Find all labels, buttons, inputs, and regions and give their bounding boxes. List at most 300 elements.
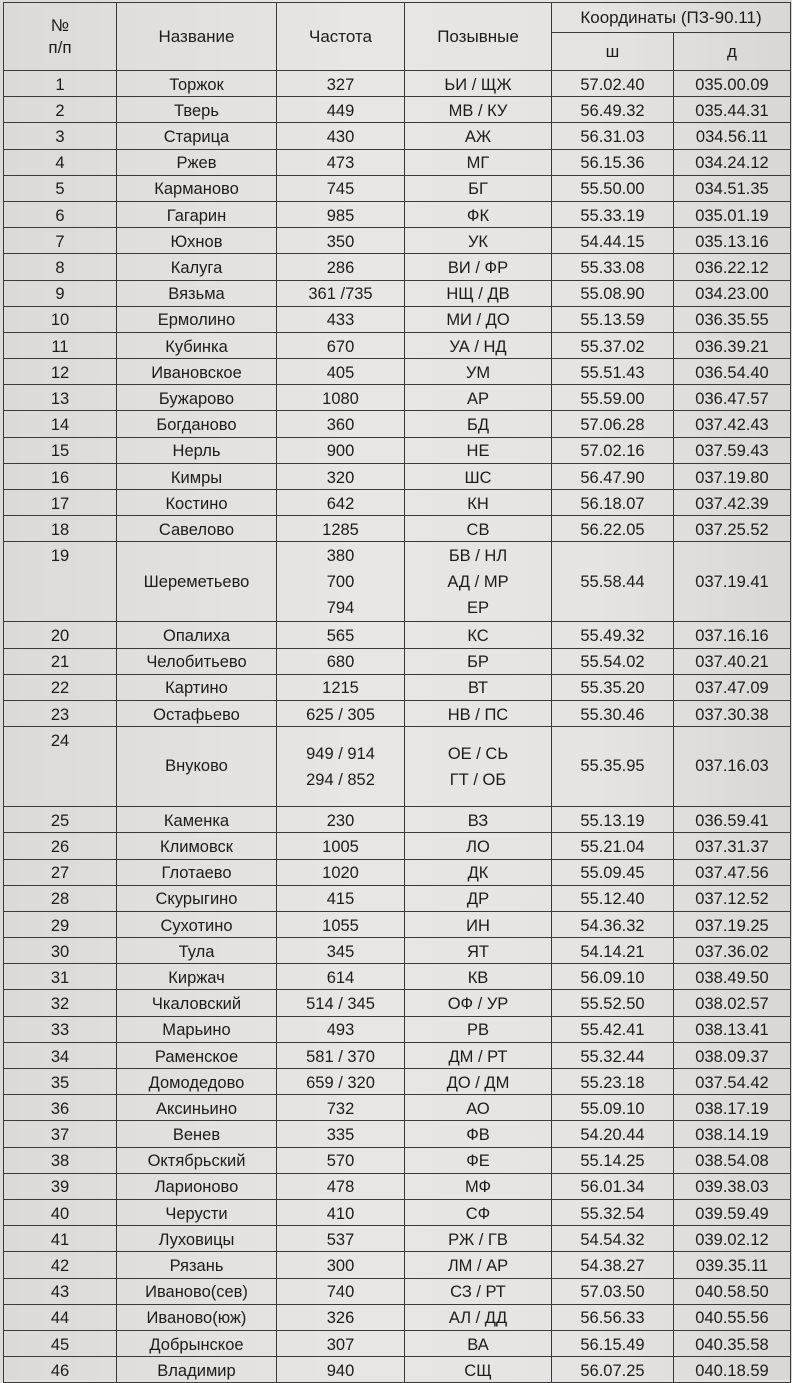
station-name: Иваново(юж) <box>117 1304 277 1330</box>
header-number: № п/п <box>4 3 117 71</box>
station-name: Калуга <box>117 254 277 280</box>
callsign: НЩ / ДВ <box>405 280 552 306</box>
station-name: Владимир <box>117 1357 277 1383</box>
latitude: 54.54.32 <box>552 1226 674 1252</box>
row-number: 39 <box>4 1173 117 1199</box>
longitude: 035.01.19 <box>674 201 791 227</box>
table-row <box>4 1042 791 1068</box>
frequency: 1285 <box>277 516 405 542</box>
frequency: 670 <box>277 332 405 358</box>
callsign: БР <box>405 648 552 674</box>
station-name: Рязань <box>117 1252 277 1278</box>
longitude: 037.40.21 <box>674 648 791 674</box>
frequency: 286 <box>277 254 405 280</box>
station-name: Кимры <box>117 463 277 489</box>
callsign: УК <box>405 228 552 254</box>
callsign: ВА <box>405 1330 552 1356</box>
header-callsign: Позывные <box>405 3 552 71</box>
station-name: Вязьма <box>117 280 277 306</box>
frequency-line: 380 <box>326 546 355 565</box>
station-name: Кубинка <box>117 332 277 358</box>
callsign: ЛМ / АР <box>405 1252 552 1278</box>
table-row <box>4 254 791 280</box>
frequency <box>277 542 405 622</box>
latitude: 55.30.46 <box>552 700 674 726</box>
latitude: 55.35.95 <box>552 727 674 807</box>
callsign <box>405 727 552 807</box>
callsign: ОФ / УР <box>405 990 552 1016</box>
table-row <box>4 463 791 489</box>
station-name: Каменка <box>117 807 277 833</box>
frequency: 940 <box>277 1357 405 1383</box>
table-row <box>4 359 791 385</box>
table-row <box>4 175 791 201</box>
row-number: 15 <box>4 437 117 463</box>
longitude: 039.59.49 <box>674 1199 791 1225</box>
station-name: Климовск <box>117 833 277 859</box>
station-name: Луховицы <box>117 1226 277 1252</box>
latitude: 55.54.02 <box>552 648 674 674</box>
callsign: РВ <box>405 1016 552 1042</box>
table-row <box>4 97 791 123</box>
row-number: 22 <box>4 674 117 700</box>
header-name: Название <box>117 3 277 71</box>
callsign: РЖ / ГВ <box>405 1226 552 1252</box>
table-row <box>4 1330 791 1356</box>
latitude: 55.37.02 <box>552 332 674 358</box>
latitude: 57.02.40 <box>552 71 674 97</box>
table-row <box>4 1357 791 1383</box>
frequency: 478 <box>277 1173 405 1199</box>
station-name: Глотаево <box>117 859 277 885</box>
frequency: 1005 <box>277 833 405 859</box>
callsign <box>405 542 552 622</box>
row-number: 4 <box>4 149 117 175</box>
callsign: МИ / ДО <box>405 306 552 332</box>
latitude: 54.20.44 <box>552 1121 674 1147</box>
callsign-line: АД / МР <box>447 572 509 591</box>
longitude: 037.36.02 <box>674 938 791 964</box>
latitude: 56.22.05 <box>552 516 674 542</box>
row-number: 6 <box>4 201 117 227</box>
callsign: СФ <box>405 1199 552 1225</box>
callsign: АЖ <box>405 123 552 149</box>
latitude: 55.42.41 <box>552 1016 674 1042</box>
table-row <box>4 332 791 358</box>
frequency: 565 <box>277 622 405 648</box>
row-number: 10 <box>4 306 117 332</box>
longitude: 038.02.57 <box>674 990 791 1016</box>
row-number: 17 <box>4 490 117 516</box>
table-row <box>4 807 791 833</box>
table-row <box>4 622 791 648</box>
table-row <box>4 149 791 175</box>
table-row <box>4 542 791 622</box>
station-name: Черусти <box>117 1199 277 1225</box>
row-number: 9 <box>4 280 117 306</box>
table-row <box>4 228 791 254</box>
frequency: 570 <box>277 1147 405 1173</box>
row-number: 3 <box>4 123 117 149</box>
station-name: Остафьево <box>117 700 277 726</box>
frequency: 514 / 345 <box>277 990 405 1016</box>
longitude: 037.19.80 <box>674 463 791 489</box>
latitude: 57.03.50 <box>552 1278 674 1304</box>
latitude: 56.07.25 <box>552 1357 674 1383</box>
table-row <box>4 833 791 859</box>
latitude: 55.14.25 <box>552 1147 674 1173</box>
latitude: 55.09.45 <box>552 859 674 885</box>
longitude: 034.23.00 <box>674 280 791 306</box>
table-row <box>4 674 791 700</box>
station-name: Костино <box>117 490 277 516</box>
longitude: 038.09.37 <box>674 1042 791 1068</box>
latitude: 55.12.40 <box>552 885 674 911</box>
latitude: 55.50.00 <box>552 175 674 201</box>
table-row <box>4 1147 791 1173</box>
station-name: Юхнов <box>117 228 277 254</box>
longitude: 037.19.41 <box>674 542 791 622</box>
row-number: 40 <box>4 1199 117 1225</box>
row-number: 7 <box>4 228 117 254</box>
callsign: УМ <box>405 359 552 385</box>
row-number: 12 <box>4 359 117 385</box>
longitude: 036.22.12 <box>674 254 791 280</box>
longitude: 040.35.58 <box>674 1330 791 1356</box>
callsign-line: ЕР <box>466 598 489 617</box>
frequency: 230 <box>277 807 405 833</box>
header-coordinates: Координаты (ПЗ-90.11) <box>552 3 791 33</box>
callsign: НЕ <box>405 437 552 463</box>
frequency: 625 / 305 <box>277 700 405 726</box>
header-latitude: ш <box>552 33 674 71</box>
table-body <box>4 71 791 1383</box>
callsign: ФВ <box>405 1121 552 1147</box>
frequency: 320 <box>277 463 405 489</box>
table-row <box>4 938 791 964</box>
frequency: 642 <box>277 490 405 516</box>
longitude: 037.47.09 <box>674 674 791 700</box>
row-number: 21 <box>4 648 117 674</box>
station-name: Карманово <box>117 175 277 201</box>
callsign: МВ / КУ <box>405 97 552 123</box>
row-number: 46 <box>4 1357 117 1383</box>
frequency-line: 294 / 852 <box>306 770 375 789</box>
frequency: 410 <box>277 1199 405 1225</box>
longitude: 038.17.19 <box>674 1095 791 1121</box>
longitude: 037.42.39 <box>674 490 791 516</box>
latitude: 56.31.03 <box>552 123 674 149</box>
callsign: ФК <box>405 201 552 227</box>
table-row <box>4 123 791 149</box>
table-row <box>4 1226 791 1252</box>
frequency: 745 <box>277 175 405 201</box>
callsign: ВТ <box>405 674 552 700</box>
latitude: 55.33.08 <box>552 254 674 280</box>
row-number: 27 <box>4 859 117 885</box>
frequency: 493 <box>277 1016 405 1042</box>
station-name: Тула <box>117 938 277 964</box>
station-name: Торжок <box>117 71 277 97</box>
latitude: 55.59.00 <box>552 385 674 411</box>
latitude: 54.36.32 <box>552 911 674 937</box>
longitude: 037.42.43 <box>674 411 791 437</box>
longitude: 034.24.12 <box>674 149 791 175</box>
station-name: Марьино <box>117 1016 277 1042</box>
row-number: 32 <box>4 990 117 1016</box>
table-row <box>4 885 791 911</box>
row-number: 8 <box>4 254 117 280</box>
frequency: 360 <box>277 411 405 437</box>
latitude: 56.15.36 <box>552 149 674 175</box>
table-header <box>4 3 791 71</box>
table-row <box>4 1173 791 1199</box>
table-row <box>4 306 791 332</box>
callsign: ИН <box>405 911 552 937</box>
callsign: ВИ / ФР <box>405 254 552 280</box>
frequency: 473 <box>277 149 405 175</box>
callsign: МГ <box>405 149 552 175</box>
frequency: 1055 <box>277 911 405 937</box>
station-name: Гагарин <box>117 201 277 227</box>
longitude: 038.14.19 <box>674 1121 791 1147</box>
frequency: 327 <box>277 71 405 97</box>
table-row <box>4 911 791 937</box>
row-number: 23 <box>4 700 117 726</box>
frequency: 1020 <box>277 859 405 885</box>
callsign: УА / НД <box>405 332 552 358</box>
beacon-table <box>3 2 791 1383</box>
latitude: 56.49.32 <box>552 97 674 123</box>
longitude: 037.12.52 <box>674 885 791 911</box>
callsign: ДО / ДМ <box>405 1069 552 1095</box>
longitude: 037.25.52 <box>674 516 791 542</box>
callsign: ДК <box>405 859 552 885</box>
row-number: 43 <box>4 1278 117 1304</box>
longitude: 036.39.21 <box>674 332 791 358</box>
table-row <box>4 990 791 1016</box>
station-name: Тверь <box>117 97 277 123</box>
latitude: 57.06.28 <box>552 411 674 437</box>
table-row <box>4 859 791 885</box>
frequency: 335 <box>277 1121 405 1147</box>
row-number: 33 <box>4 1016 117 1042</box>
frequency: 537 <box>277 1226 405 1252</box>
frequency-line: 700 <box>326 572 355 591</box>
row-number: 30 <box>4 938 117 964</box>
callsign: СВ <box>405 516 552 542</box>
table-row <box>4 490 791 516</box>
row-number: 13 <box>4 385 117 411</box>
frequency: 614 <box>277 964 405 990</box>
station-name: Ермолино <box>117 306 277 332</box>
row-number: 18 <box>4 516 117 542</box>
row-number: 1 <box>4 71 117 97</box>
table-row <box>4 411 791 437</box>
station-name: Савелово <box>117 516 277 542</box>
latitude: 55.49.32 <box>552 622 674 648</box>
callsign: ЛО <box>405 833 552 859</box>
longitude: 034.56.11 <box>674 123 791 149</box>
frequency: 900 <box>277 437 405 463</box>
latitude: 56.15.49 <box>552 1330 674 1356</box>
row-number: 16 <box>4 463 117 489</box>
longitude: 034.51.35 <box>674 175 791 201</box>
row-number: 14 <box>4 411 117 437</box>
station-name: Киржач <box>117 964 277 990</box>
frequency: 326 <box>277 1304 405 1330</box>
latitude: 56.09.10 <box>552 964 674 990</box>
station-name: Богданово <box>117 411 277 437</box>
callsign: ДМ / РТ <box>405 1042 552 1068</box>
callsign-line: ГТ / ОБ <box>449 770 507 789</box>
longitude: 036.54.40 <box>674 359 791 385</box>
table-row <box>4 648 791 674</box>
latitude: 55.58.44 <box>552 542 674 622</box>
longitude: 040.18.59 <box>674 1357 791 1383</box>
frequency-line: 949 / 914 <box>306 744 375 763</box>
latitude: 55.13.59 <box>552 306 674 332</box>
station-name: Картино <box>117 674 277 700</box>
table-row <box>4 385 791 411</box>
row-number: 41 <box>4 1226 117 1252</box>
callsign: ЯТ <box>405 938 552 964</box>
station-name: Раменское <box>117 1042 277 1068</box>
callsign: АО <box>405 1095 552 1121</box>
longitude: 037.30.38 <box>674 700 791 726</box>
latitude: 55.32.44 <box>552 1042 674 1068</box>
frequency: 740 <box>277 1278 405 1304</box>
longitude: 035.44.31 <box>674 97 791 123</box>
row-number: 35 <box>4 1069 117 1095</box>
station-name: Нерль <box>117 437 277 463</box>
row-number: 29 <box>4 911 117 937</box>
header-frequency: Частота <box>277 3 405 71</box>
table-row <box>4 700 791 726</box>
longitude: 039.35.11 <box>674 1252 791 1278</box>
frequency: 433 <box>277 306 405 332</box>
row-number: 5 <box>4 175 117 201</box>
frequency: 581 / 370 <box>277 1042 405 1068</box>
row-number: 45 <box>4 1330 117 1356</box>
row-number: 36 <box>4 1095 117 1121</box>
latitude: 56.18.07 <box>552 490 674 516</box>
row-number: 37 <box>4 1121 117 1147</box>
callsign-line: ОЕ / СЬ <box>447 744 509 763</box>
table-row <box>4 71 791 97</box>
station-name: Опалиха <box>117 622 277 648</box>
station-name: Ларионово <box>117 1173 277 1199</box>
table-row <box>4 964 791 990</box>
table-row <box>4 1304 791 1330</box>
row-number: 19 <box>4 542 117 622</box>
longitude: 037.31.37 <box>674 833 791 859</box>
row-number: 26 <box>4 833 117 859</box>
frequency: 1080 <box>277 385 405 411</box>
longitude: 040.55.56 <box>674 1304 791 1330</box>
longitude: 039.38.03 <box>674 1173 791 1199</box>
latitude: 55.13.19 <box>552 807 674 833</box>
latitude: 55.09.10 <box>552 1095 674 1121</box>
frequency: 350 <box>277 228 405 254</box>
latitude: 55.51.43 <box>552 359 674 385</box>
longitude: 035.00.09 <box>674 71 791 97</box>
row-number: 24 <box>4 727 117 807</box>
callsign-line: БВ / НЛ <box>448 546 508 565</box>
longitude: 037.59.43 <box>674 437 791 463</box>
station-name: Челобитьево <box>117 648 277 674</box>
callsign: КВ <box>405 964 552 990</box>
longitude: 036.35.55 <box>674 306 791 332</box>
row-number: 44 <box>4 1304 117 1330</box>
station-name: Домодедово <box>117 1069 277 1095</box>
row-number: 2 <box>4 97 117 123</box>
row-number: 38 <box>4 1147 117 1173</box>
frequency: 300 <box>277 1252 405 1278</box>
table-row <box>4 516 791 542</box>
latitude: 55.33.19 <box>552 201 674 227</box>
frequency: 680 <box>277 648 405 674</box>
callsign: ДР <box>405 885 552 911</box>
callsign: ВЗ <box>405 807 552 833</box>
table-row <box>4 1278 791 1304</box>
callsign: ШС <box>405 463 552 489</box>
frequency: 985 <box>277 201 405 227</box>
row-number: 34 <box>4 1042 117 1068</box>
station-name: Чкаловский <box>117 990 277 1016</box>
frequency: 415 <box>277 885 405 911</box>
longitude: 036.47.57 <box>674 385 791 411</box>
longitude: 040.58.50 <box>674 1278 791 1304</box>
frequency: 405 <box>277 359 405 385</box>
frequency: 732 <box>277 1095 405 1121</box>
callsign: АЛ / ДД <box>405 1304 552 1330</box>
row-number: 25 <box>4 807 117 833</box>
table-row <box>4 1199 791 1225</box>
longitude: 037.54.42 <box>674 1069 791 1095</box>
latitude: 57.02.16 <box>552 437 674 463</box>
table-row <box>4 727 791 807</box>
longitude: 038.54.08 <box>674 1147 791 1173</box>
station-name: Скурыгино <box>117 885 277 911</box>
station-name: Иваново(сев) <box>117 1278 277 1304</box>
station-name: Венев <box>117 1121 277 1147</box>
frequency: 361 /735 <box>277 280 405 306</box>
longitude: 038.13.41 <box>674 1016 791 1042</box>
frequency: 430 <box>277 123 405 149</box>
latitude: 54.44.15 <box>552 228 674 254</box>
frequency: 307 <box>277 1330 405 1356</box>
table-row <box>4 1095 791 1121</box>
row-number: 28 <box>4 885 117 911</box>
latitude: 56.47.90 <box>552 463 674 489</box>
longitude: 039.02.12 <box>674 1226 791 1252</box>
table-row <box>4 1121 791 1147</box>
table-row <box>4 437 791 463</box>
row-number: 31 <box>4 964 117 990</box>
longitude: 038.49.50 <box>674 964 791 990</box>
station-name: Бужарово <box>117 385 277 411</box>
latitude: 55.52.50 <box>552 990 674 1016</box>
station-name: Ржев <box>117 149 277 175</box>
callsign: КС <box>405 622 552 648</box>
latitude: 54.38.27 <box>552 1252 674 1278</box>
station-name: Шереметьево <box>117 542 277 622</box>
row-number: 42 <box>4 1252 117 1278</box>
latitude: 55.35.20 <box>552 674 674 700</box>
longitude: 035.13.16 <box>674 228 791 254</box>
frequency-line: 794 <box>326 598 355 617</box>
